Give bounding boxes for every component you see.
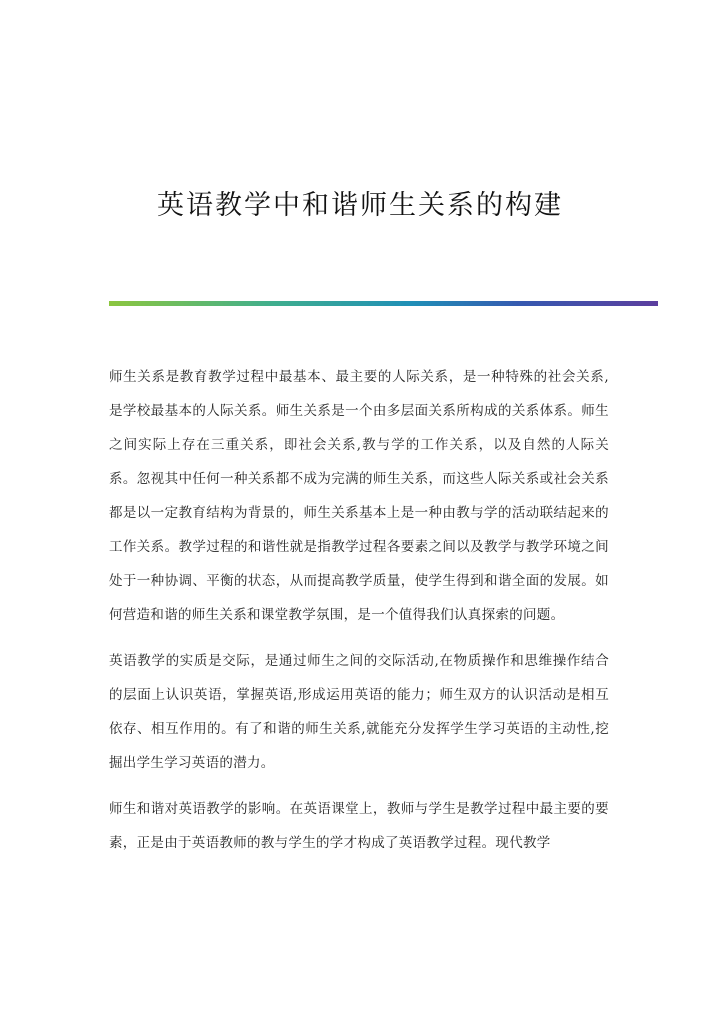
body-paragraph: 英语教学的实质是交际，是通过师生之间的交际活动,在物质操作和思维操作结合的层面上认识英语，掌握英语,形成运用英语的能力；师生双方的认识活动是相互依存、相互作用的。有了和谐的师生关系,就能充分发挥学生学习英语的主动性,挖掘出学生学习英语的潜力。 — [109, 653, 609, 771]
title-divider — [109, 301, 658, 306]
body-paragraph: 师生关系是教育教学过程中最基本、最主要的人际关系，是一种特殊的社会关系,是学校最基本的人际关系。师生关系是一个由多层面关系所构成的关系体系。师生之间实际上存在三重关系，即社会关系,教与学的工作关系，以及自然的人际关系。忽视其中任何一种关系都不成为完满的师生关系，而这些人际关系或社会关系都是以一定教育结构为背景的，师生关系基本上是一种由教与学的活动联结起来的工作关系。教学过程的和谐性就是指教学过程各要素之间以及教学与教学环境之间处于一种协调、平衡的状态，从而提高教学质量，使学生得到和谐全面的发展。如何营造和谐的师生关系和课堂教学氛围，是一个值得我们认真探索的问题。 — [109, 369, 609, 623]
document-title: 英语教学中和谐师生关系的构建 — [157, 190, 563, 222]
document-body — [109, 360, 609, 872]
body-paragraph: 师生和谐对英语教学的影响。在英语课堂上，教师与学生是教学过程中最主要的要素，正是由于英语教师的教与学生的学才构成了英语教学过程。现代教学 — [109, 801, 609, 851]
